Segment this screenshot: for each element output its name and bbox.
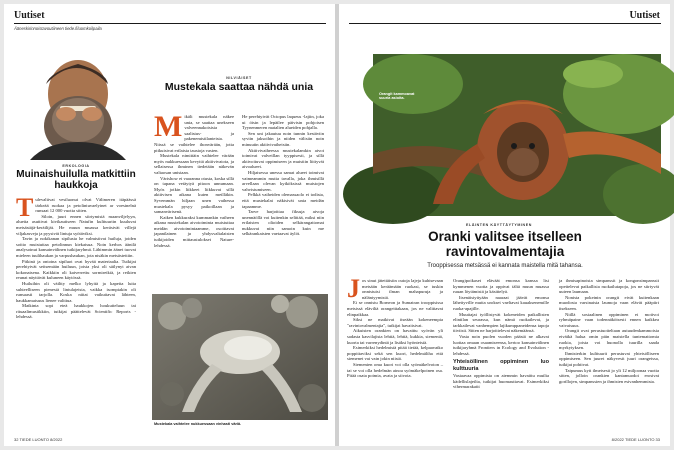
right-folio: 8/2022 TIEDE LUONTO 33 (611, 437, 660, 442)
article2-col1 (154, 110, 234, 290)
article-paragraph: Ihmisterkin kulttuurit perustuvat yhteisölliseen oppimiseen. Sen juuret näkyvesit juuri orangeissa, tutkijat pohtivat. (559, 350, 659, 367)
article-dropcap: J (347, 274, 360, 303)
article-subhead: Yhteisöllinen oppiminen luo kulttuuria (453, 359, 549, 372)
article-paragraph: Ei se onnistu Borneon ja Sumatran trooppisissa metsissä eläviltä orangeittakaan, jos ne valittavat elinpaikkaa. (347, 300, 443, 317)
article-paragraph: Taipumus kyti ilmeisesti jo yli 12 miljoonaa vuotta sitten, jolloin orankien kantamuodot erosivat gorillojen, simpanssien ja ihmisten esivanhemmista. (559, 367, 659, 384)
article2-paragraph: Sen uni jakautuu noin tunnin kestäviin syviin jaksoihin ja niiden välisiin noin minuutin aktiivivaiheisiin. (242, 130, 324, 147)
flute-photo (16, 54, 136, 160)
section-rule (349, 23, 661, 24)
article-col2 (453, 278, 549, 434)
article-paragraph: Orangipoikaset eläväät emonsa kanssa lisi kymmenen vuotta ja oppivat tältä muun muassa ruuan löytämistä ja käsittelyä. (453, 278, 549, 295)
article-paragraph: Muuttajat työllistyvät kokeneiden paikallisten elintilan seurassa, kun nämä ruokailevat, ja tarkkailevat vanhempien lajikumppaneidensa tapoja tiiviisti. Sitten ne harjoittelevat näkemäänsä. (453, 311, 549, 334)
section-rule (14, 23, 326, 24)
article2-paragraph: Tarve harjoittaa fiksuja aivoja unennäöllä voi kuitenkin selittää, miksi niin erilaisten olioiden selkärangattomat nukkuvat niin samoin kuin me selkärankaisten vaetaavat äylöt. (242, 209, 324, 237)
article2-col2 (242, 114, 324, 290)
article2-paragraph: ikäli mustekala näkee unia, se saattaa unekseen valveennakoisista saalistus- ja pakenemistilanteista. Niissä se vaihtelee ihonvärään, jotta pitkuisivat erilaisia taustoja vasten. (154, 114, 234, 153)
article-paragraph: Aikuisten orankien on havaittu syövän yli sadasta kasvilajista lehtiä, lehtiä, kukkia, siemeniä, kuorta tai varrenydintä ja lisäksi hyönteisiä. (347, 328, 443, 345)
article-paragraph: Siksi ne matkivat itseään kokeneempia "ravintovalmentajia", tutkijat havaitsivat. (347, 317, 443, 328)
section-title: Uutiset (14, 10, 45, 21)
section-subtitle: Ääneskirinnoistavoutiineen tiede.fi/uomkoilpaila (14, 26, 102, 31)
article2-paragraph: Värishow ei vaaranna otusta, koska sillä on tapana vetäytyä pitoon unnumaan. Myös jotkin liikkeet liikkuvat sillä aktiivisen aikana kuten meilläkin. Syvemmän hiljaan unen vaihessa mustekala pysyy paikoillaan ja samanvärisenä. (154, 175, 234, 215)
article-paragraph: Orangit ovat perustuotteltaan autuudenkammoisia eivätkä halua omin päin maistella tuntemattomia ruokia, joista voi huonolla tuurilla saada myrkytyksen. (559, 328, 659, 351)
left-folio: 32 TIEDE LUONTO 8/2022 (14, 437, 63, 442)
article1-headline: Muinaishuilulla matkittiin haukkoja (16, 169, 136, 191)
article-paragraph: Siemenien oma kuori voi olla syömäkelvoton – tai se voi olla hedelmän ainoa syömäkelpoinen osa. Pitää osata poimia, avata ja siivota. (347, 361, 443, 379)
article-paragraph: Niillä sosiaalinen oppiminen ei motivoi ryhmäpaine vaan todennäköisesti ennen kaikkea vaivaisuus. (559, 311, 659, 328)
article1-body (16, 193, 136, 429)
article-headline: Oranki valitsee itselleen ravintovalmentajia (428, 229, 582, 259)
article-paragraph: Esimerkiksi hedelmistä pitää tietää, kelpaavatko poppittaviksi sekä sen kuori, hedelmäliha että siemenet vai vain jokin niistä. (347, 345, 443, 362)
article-paragraph: ja ihmisapinoista simpanssit ja kongonsimpanssit opettelevat paikallisia ruokailutapoja, jos ne siirtyvät uuteen laumaan. (559, 278, 659, 295)
article1-kicker: ERKOLOGIA (62, 164, 90, 168)
article-paragraph: Nonista pokeinin orangit eivät kuitenkaan muodosta varsinaisia laumoja vaan elävät pääpiirt itsekseen. (559, 294, 659, 311)
orangutan-photo (373, 54, 661, 216)
article-deck: Trooppisessa metsässä ei kannata maistella mitä tahansa. (427, 263, 583, 269)
article-col1 (347, 274, 443, 434)
article2-kicker: NILVIÄISET (226, 76, 252, 80)
article2-dropcap: M (154, 110, 183, 143)
article1-paragraph: Tavin ja nokikanan sipilusta he valmistivat huiluja, joiden soitto muistuttaa petolinnun kiekaisua. Noin kerhos äänilä analysoinut kansainvälinen tutkijaryhmä. Lähimmin äänet tuovat mieleen tuulihaukan ja varpushaukan, jota nisäkin metsästettiin. (16, 236, 136, 258)
article-col3 (559, 278, 659, 434)
article2-paragraph: Hiljaisessa unessa samat alueet toimivat vaimeammin mutta tavalla, joka ihmisillä arvellaan olevan kytköksissä muistojen vahvistumiseen. (242, 169, 324, 192)
article2-paragraph: He perehtyivät Octopus laqueus -lajiin, joka ui öisin ja lepäilee päivisin pohjoisen Tyynenmeren matalien alueiden pohjalla. (242, 114, 324, 131)
left-page (4, 4, 335, 446)
article1-paragraph: Siloin, juuri ennen siirtymistä maanviljelyyn, aluetta asuttivat kivikautiseen Natufin kulttuuriin kuuluvat metsästäjä-keräilijät. He muun muassa keräsivät villejä viljakasveja ja pyysivät lintuja syötäviksi. (16, 213, 136, 236)
article2-paragraph: Pelkkä vaiheiden olemassaolo ei todista, että mustekalat näkisivät unia meidän tapaamme. (242, 192, 324, 209)
right-page (339, 4, 670, 446)
article1-paragraph: Huiluihin oli väiltty melko lyhyitä ja kapeita luita suhteelliseen pienestä lintulajeista, vaikka isompiakin oli runsaasti tarjolla. Koska niitat vaikuttavat lähteen, haukkamaisuus lienee valittua. (16, 280, 136, 303)
article2-paragraph: Mustekala nimittäin vaihtelee värään myös nukkuessaan kevyttä aktiivivaiota, ja sellaisessa ihminen tiedetään näkevän valtaosan unistaan. (154, 153, 234, 175)
article-paragraph: os sinut jätettäisiin outoja lajeja kuhisevaan metsään keräämään ruokasi, se tuskin onnistuisi ilman mahapuruja ja näläntyymistä. (362, 278, 443, 300)
octopus-photo (152, 294, 328, 420)
octopus-caption: Mustekala vaihtelee nukkuessaan vinhasti väriä. (154, 422, 242, 426)
article2-paragraph: Aktiivivaiheessa mustekalamkin aivot toimivat valveillan tyyppisesti, ja sillä aktivoituvat oppimiseen ja muistiin liittyvät aivoalueet. (242, 147, 324, 170)
article1-paragraph: ulevaltivat vesiluonut olvat Välimeren itäpäässä tärkeää ruokaa ja petolintuvaelyinet ar voesinelnä runsaat 12 000 vuotta sitten. (35, 197, 136, 214)
article1-paragraph: Pitkinä ja ontoina sipiluot ovat hyvää materiaalia. Tutkijat perehtyivät seitsemään huiluun, joista yksi oli säilynyt aivan kokonaisena. Kaikkiin oli kaiverrettu sormireikiä, ja reikien reunat näyttävät kuluneen käytössä. (16, 258, 136, 281)
article-kicker: ELÄINTEN KÄYTTÄYTYMINEN (466, 223, 532, 227)
article-paragraph: Vasta noin puolen vuoden päästä ne alkavat luottaa omaan osaamiseensa, kertoo kansainvälinen tutkijaryhmä Frontiers in Ecology and Evolution -lehdessä. (453, 333, 549, 356)
article1-dropcap: T (16, 193, 34, 222)
article-paragraph: Vastaavaa oppimista on aiemmin havaittu muilta kädellislajeilta, tutkijat huomauttavat. Esimerkiksi vihermarakatit (453, 373, 549, 390)
article2-headline: Mustekala saattaa nähdä unia (164, 81, 314, 93)
orangutan-caption: Orangit kammoavat suuria asioita. (379, 92, 415, 100)
section-title: Uutiset (629, 10, 660, 21)
article-paragraph: Itsenäistyttyään naaraat jäävät emonsa lähettyville mutta urokset vaeltavat kauaksenemille ruoka-apajille. (453, 294, 549, 311)
article2-paragraph: Kaiken kukkuraksi kummankin vaiheen aikana mustekalan aivotoiminta muistuttaa meidän aivotoimintaamme, osoittavat japanilainen ja yhdysvaltalaisten tutkijoiden mittaustulokset Nature-lehdessä. (154, 214, 234, 248)
article1-paragraph: Matkinta sopi eteä haukkojen houkutteluun tai rituaalimusiikkiin, tutkijat päättelevät Scientific Reports -lehdessä. (16, 303, 136, 320)
